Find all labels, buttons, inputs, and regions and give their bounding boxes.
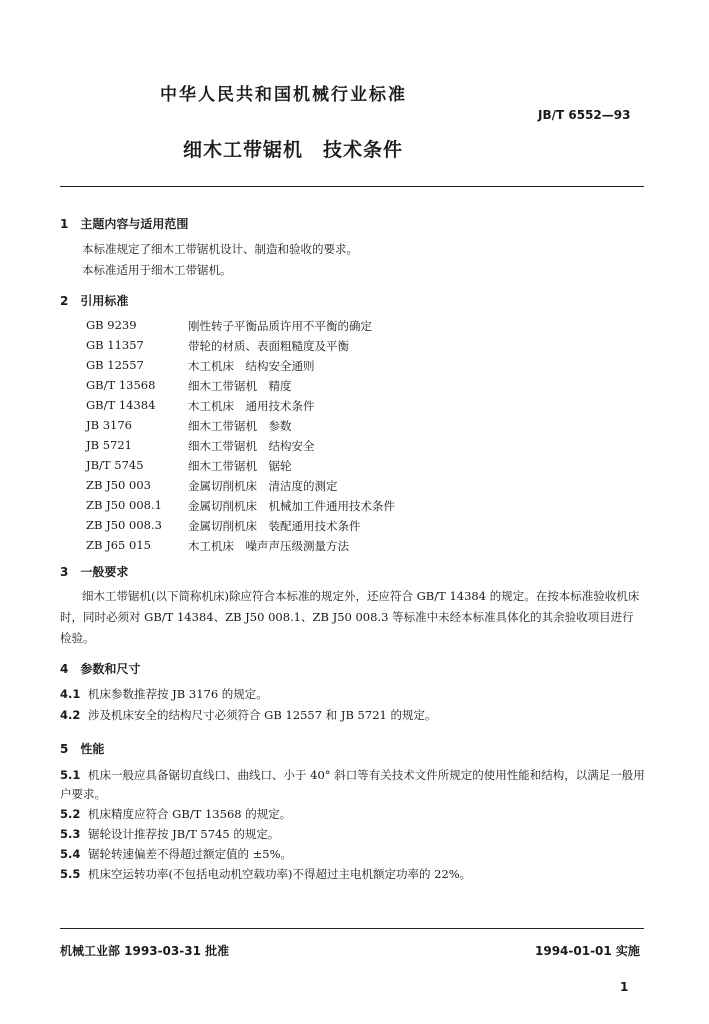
section-1-heading: 1 主题内容与适用范围 xyxy=(60,217,189,231)
clause-number: 4.1 xyxy=(60,687,81,701)
clause-4-1 xyxy=(60,686,268,702)
reference-code: GB 11357 xyxy=(86,338,144,352)
clause-number: 5.1 xyxy=(60,768,81,782)
page-number: 1 xyxy=(620,980,629,994)
reference-name: 细木工带锯机 锯轮 xyxy=(188,459,292,473)
reference-code: JB 5721 xyxy=(86,438,132,452)
section-3-heading: 3 一般要求 xyxy=(60,565,129,579)
reference-name: 细木工带锯机 精度 xyxy=(188,379,292,393)
clause-text: 机床一般应具备锯切直线口、曲线口、小于 40° 斜口等有关技术文件所规定的使用性能和结构，以满足一般用户要求。 xyxy=(60,768,645,801)
reference-name: 细木工带锯机 结构安全 xyxy=(188,439,315,453)
clause-4-2 xyxy=(60,707,436,723)
clause-text: 机床参数推荐按 JB 3176 的规定。 xyxy=(88,687,268,701)
clause-number: 4.2 xyxy=(60,708,81,722)
approval-date: 机械工业部 1993-03-31 批准 xyxy=(60,944,230,958)
clause-5-3 xyxy=(60,826,279,842)
header-divider xyxy=(60,186,644,187)
reference-name: 带轮的材质、表面粗糙度及平衡 xyxy=(188,339,349,353)
clause-text: 涉及机床安全的结构尺寸必须符合 GB 12557 和 JB 5721 的规定。 xyxy=(88,708,437,722)
section-5-heading: 5 性能 xyxy=(60,742,105,756)
reference-name: 金属切削机床 机械加工件通用技术条件 xyxy=(188,499,395,513)
section-1-paragraph-1: 本标准规定了细木工带锯机设计、制造和验收的要求。 xyxy=(82,242,358,256)
reference-name: 木工机床 结构安全通则 xyxy=(188,359,315,373)
reference-code: ZB J50 008.1 xyxy=(86,498,162,512)
reference-name: 木工机床 通用技术条件 xyxy=(188,399,315,413)
reference-code: GB/T 13568 xyxy=(86,378,156,392)
clause-text: 锯轮转速偏差不得超过额定值的 ±5%。 xyxy=(88,847,293,861)
reference-name: 刚性转子平衡品质许用不平衡的确定 xyxy=(188,319,372,333)
reference-code: GB/T 14384 xyxy=(86,398,156,412)
reference-code: ZB J50 003 xyxy=(86,478,151,492)
clause-5-4 xyxy=(60,846,292,862)
clause-number: 5.4 xyxy=(60,847,81,861)
reference-code: ZB J65 015 xyxy=(86,538,151,552)
implementation-date: 1994-01-01 实施 xyxy=(535,944,640,958)
reference-code: JB/T 5745 xyxy=(86,458,144,472)
footer-divider xyxy=(60,928,644,929)
clause-number: 5.2 xyxy=(60,807,81,821)
standard-organization: 中华人民共和国机械行业标准 xyxy=(160,85,407,105)
reference-name: 细木工带锯机 参数 xyxy=(188,419,292,433)
section-2-heading: 2 引用标准 xyxy=(60,294,129,308)
clause-5-2 xyxy=(60,806,291,822)
section-4-heading: 4 参数和尺寸 xyxy=(60,662,141,676)
reference-name: 木工机床 噪声声压级测量方法 xyxy=(188,539,349,553)
clause-5-1 xyxy=(60,766,650,804)
clause-text: 机床空运转功率(不包括电动机空载功率)不得超过主电机额定功率的 22%。 xyxy=(88,867,472,881)
section-1-paragraph-2: 本标准适用于细木工带锯机。 xyxy=(82,263,232,277)
reference-name: 金属切削机床 装配通用技术条件 xyxy=(188,519,361,533)
reference-name: 金属切削机床 清洁度的测定 xyxy=(188,479,338,493)
reference-code: ZB J50 008.3 xyxy=(86,518,162,532)
standard-code: JB/T 6552—93 xyxy=(538,108,631,122)
clause-5-5 xyxy=(60,866,471,882)
clause-number: 5.5 xyxy=(60,867,81,881)
reference-code: JB 3176 xyxy=(86,418,132,432)
clause-text: 锯轮设计推荐按 JB/T 5745 的规定。 xyxy=(88,827,280,841)
section-3-paragraph: 细木工带锯机(以下简称机床)除应符合本标准的规定外，还应符合 GB/T 14384 的规定。在按本标准验收机床时，同时必须对 GB/T 14384、ZB J50 008.1、ZB J50 008.3 等标准中未经本标准具体化的其余验收项目进行检验。 xyxy=(60,589,640,645)
clause-number: 5.3 xyxy=(60,827,81,841)
reference-code: GB 12557 xyxy=(86,358,144,372)
reference-code: GB 9239 xyxy=(86,318,137,332)
clause-text: 机床精度应符合 GB/T 13568 的规定。 xyxy=(88,807,292,821)
document-title: 细木工带锯机 技术条件 xyxy=(183,139,404,161)
